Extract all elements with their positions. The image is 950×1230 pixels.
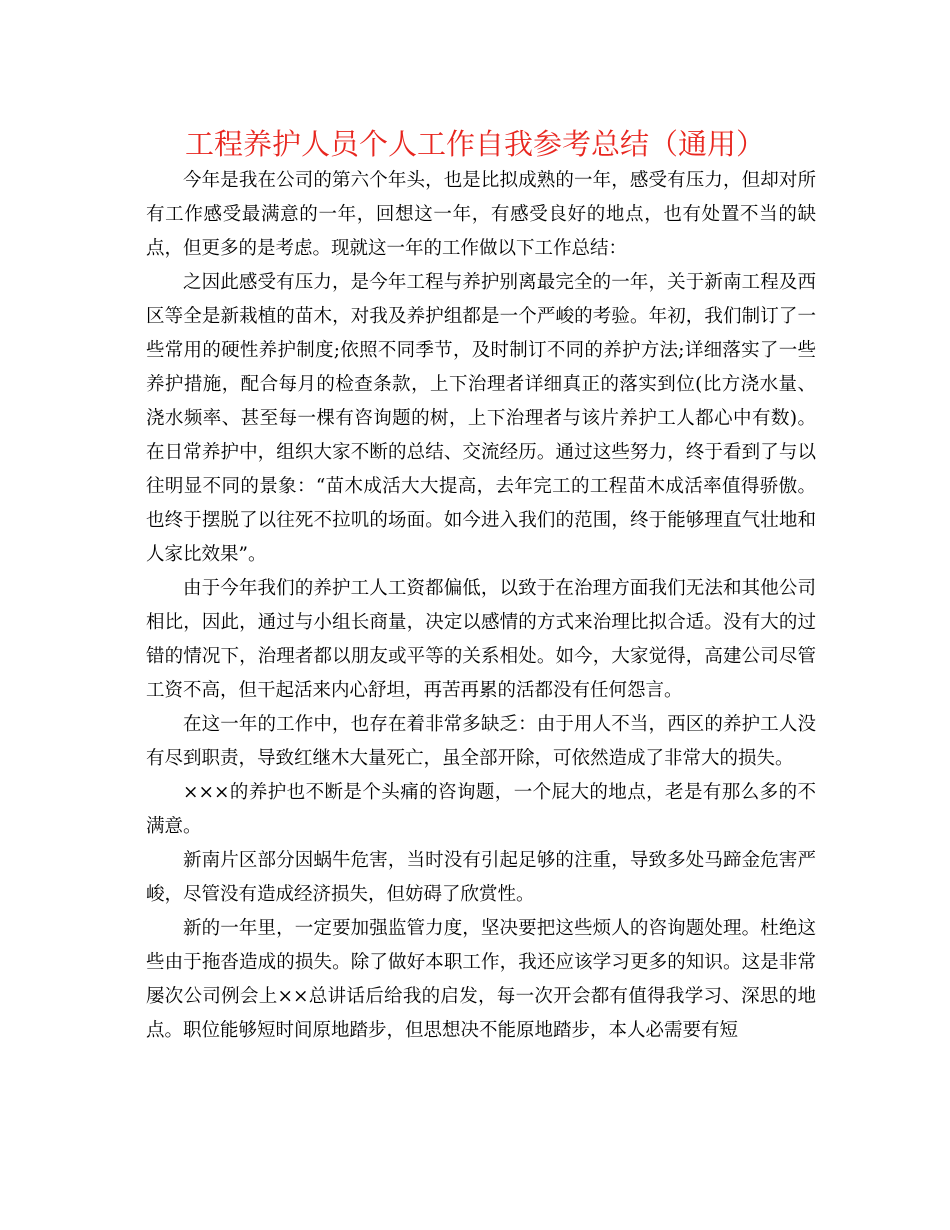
paragraph-2: 之因此感受有压力，是今年工程与养护别离最完全的一年，关于新南工程及西区等全是新栽植的苗木，对我及养护组都是一个严峻的考验。年初，我们制订了一些常用的硬性养护制度;依照不同季节，及时制订不同的养护方法;详细落实了一些养护措施，配合每月的检查条款，上下治理者详细真正的落实到位(比方浇水量、浇水频率、甚至每一棵有咨询题的树，上下治理者与该片养护工人都心中有数)。在日常养护中，组织大家不断的总结、交流经历。通过这些努力，终于看到了与以往明显不同的景象：“苗木成活大大提高，去年完工的工程苗木成活率值得骄傲。也终于摆脱了以往死不拉叽的场面。如今进入我们的范围，终于能够理直气壮地和人家比效果”。 <box>146 272 816 565</box>
paragraph-5: ×××的养护也不断是个头痛的咨询题，一个屁大的地点，老是有那么多的不满意。 <box>146 782 816 837</box>
paragraph-7: 新的一年里，一定要加强监管力度，坚决要把这些烦人的咨询题处理。杜绝这些由于拖沓造成的损失。除了做好本职工作，我还应该学习更多的知识。这是非常屡次公司例会上××总讲话后给我的启发，每一次开会都有值得我学习、深思的地点。职位能够短时间原地踏步，但思想决不能原地踏步，本人必需要有短 <box>146 918 816 1041</box>
paragraph-1: 今年是我在公司的第六个年头，也是比拟成熟的一年，感受有压力，但却对所有工作感受最满意的一年，回想这一年，有感受良好的地点，也有处置不当的缺点，但更多的是考虑。现就这一年的工作做以下工作总结： <box>146 170 816 259</box>
page-title: 工程养护人员个人工作自我参考总结（通用） <box>184 127 765 161</box>
document-body <box>146 164 816 1048</box>
paragraph-3: 由于今年我们的养护工人工资都偏低，以致于在治理方面我们无法和其他公司相比，因此，通过与小组长商量，决定以感情的方式来治理比拟合适。没有大的过错的情况下，治理者都以朋友或平等的关系相处。如今，大家觉得，高建公司尽管工资不高，但干起活来内心舒坦，再苦再累的活都没有任何怨言。 <box>146 578 816 701</box>
paragraph-6: 新南片区部分因蜗牛危害，当时没有引起足够的注重，导致多处马蹄金危害严峻，尽管没有造成经济损失，但妨碍了欣赏性。 <box>146 850 816 905</box>
paragraph-4: 在这一年的工作中，也存在着非常多缺乏：由于用人不当，西区的养护工人没有尽到职责，导致红继木大量死亡，虽全部开除，可依然造成了非常大的损失。 <box>146 714 816 769</box>
